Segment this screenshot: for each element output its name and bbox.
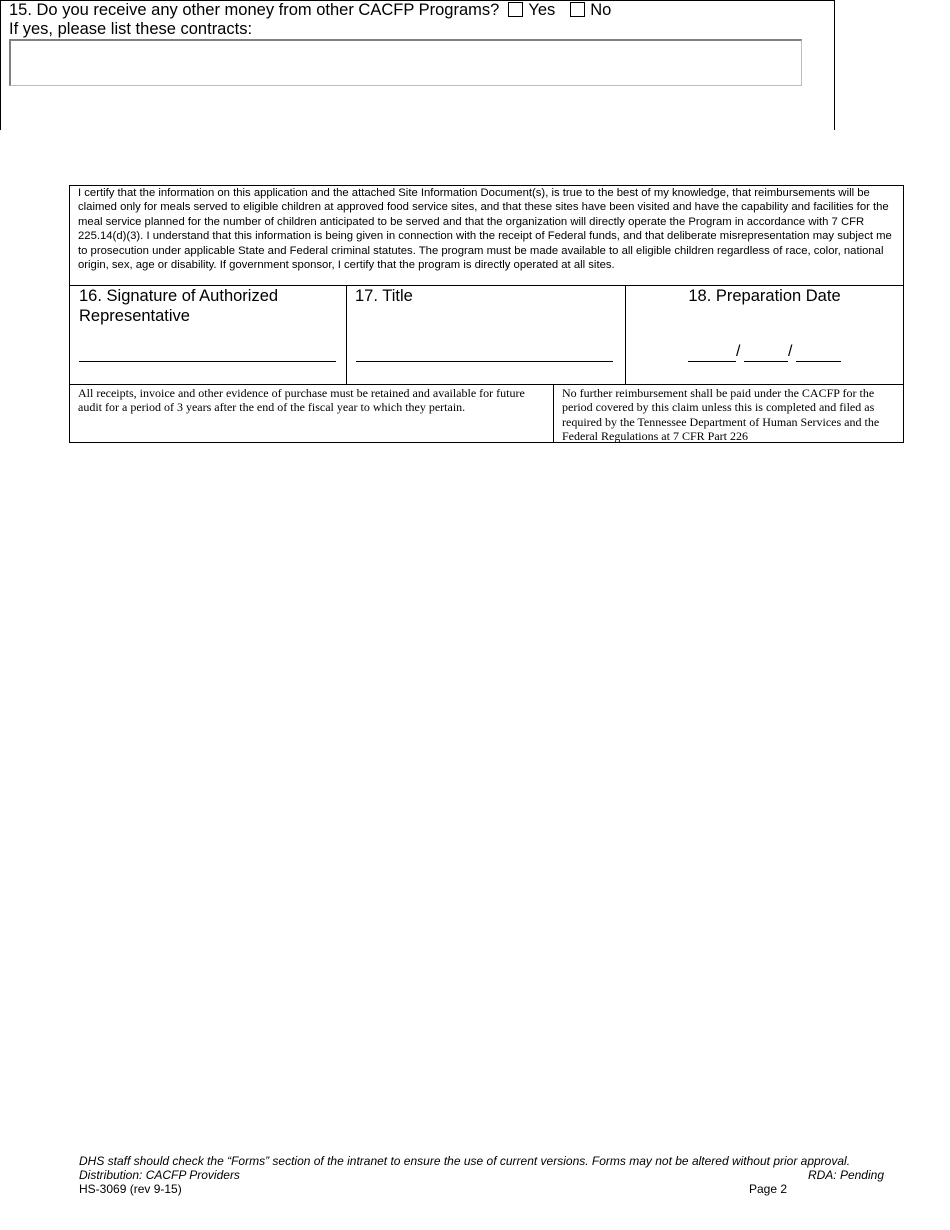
- signature-input[interactable]: [79, 361, 336, 362]
- yes-label: Yes: [528, 1, 556, 19]
- records-retention-note: All receipts, invoice and other evidence of purchase must be retained and available for future audit for a period of 3 years after the end of the fiscal year to which they pertain.: [78, 386, 525, 415]
- form-id: HS-3069 (rev 9-15): [79, 1182, 182, 1196]
- contracts-prompt: If yes, please list these contracts:: [9, 20, 253, 38]
- rda-status: RDA: Pending: [807, 1168, 884, 1182]
- title-label: 17. Title: [355, 287, 413, 305]
- signature-cell: [70, 285, 347, 384]
- page-number: Page 2: [749, 1182, 788, 1196]
- date-separator: /: [788, 343, 793, 360]
- date-month-input[interactable]: [688, 361, 736, 362]
- date-day-input[interactable]: [744, 361, 788, 362]
- signature-row: [69, 285, 904, 385]
- date-year-input[interactable]: [796, 361, 841, 362]
- title-cell: [347, 285, 626, 384]
- question-15-section: [0, 0, 835, 130]
- notes-divider: [553, 385, 554, 442]
- signature-label: 16. Signature of Authorized Representative: [79, 287, 279, 325]
- no-label: No: [590, 1, 612, 19]
- date-cell: [626, 285, 903, 384]
- date-separator: /: [736, 343, 741, 360]
- forms-notice: DHS staff should check the “Forms” section of the intranet to ensure the use of current versions. Forms may not be altered without prior approval.: [79, 1154, 851, 1168]
- title-input[interactable]: [356, 361, 613, 362]
- no-checkbox[interactable]: [570, 2, 585, 17]
- notes-row: [69, 384, 904, 443]
- date-label: 18. Preparation Date: [688, 287, 841, 305]
- certification-section: [69, 185, 904, 286]
- certification-text: I certify that the information on this application and the attached Site Information Document(s), is true to the best of my knowledge, that reimbursements will be claimed only for meals served to eligible children at approved food service sites, and that these sites have been visited and have the capability and facilities for the meal service planned for the number of children anticipated to be served and that the organization will directly operate the Program in accordance with 7 CFR 225.14(d)(3). I understand that this information is being given in connection with the receipt of Federal funds, and that deliberate misrepresentation may subject me to prosecution under applicable State and Federal criminal statutes. The program must be made available to all eligible children regardless of race, color, national origin, sex, age or disability. If government sponsor, I certify that the program is directly operated at all sites.: [78, 187, 892, 272]
- distribution: Distribution: CACFP Providers: [79, 1168, 240, 1182]
- contracts-input[interactable]: [9, 39, 802, 86]
- question-15-text: 15. Do you receive any other money from other CACFP Programs?: [9, 1, 500, 19]
- reimbursement-note: No further reimbursement shall be paid under the CACFP for the period covered by this claim unless this is completed and filed as required by the Tennessee Department of Human Services and the Federal Regulations at 7 CFR Part 226: [562, 386, 880, 443]
- yes-checkbox[interactable]: [508, 2, 523, 17]
- question-15-row: [9, 1, 617, 20]
